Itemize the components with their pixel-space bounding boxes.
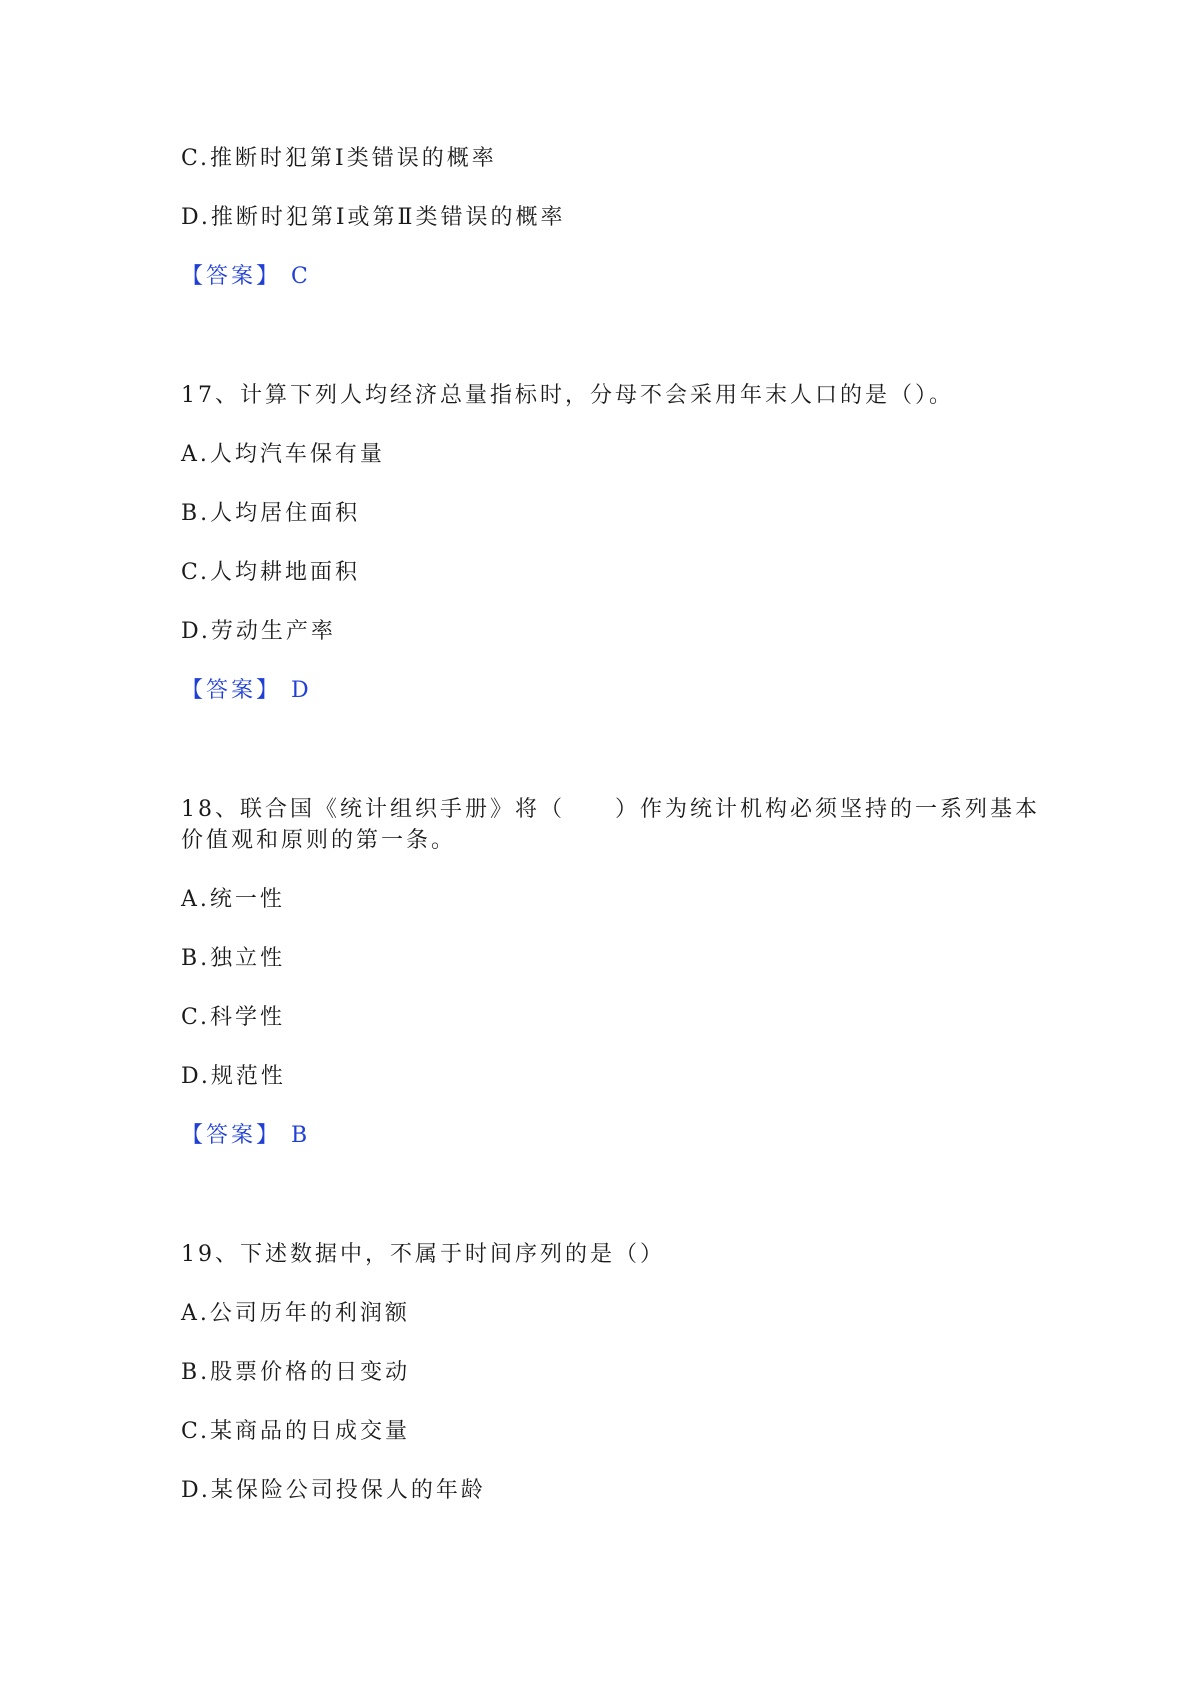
q19-option-b: B.股票价格的日变动	[181, 1360, 411, 1385]
answer-value: C	[291, 264, 311, 289]
q18-question-line2: 价值观和原则的第一条。	[181, 828, 457, 853]
q18-question-line1: 18、联合国《统计组织手册》将（ ）作为统计机构必须坚持的一系列基本	[181, 797, 1040, 822]
q19-option-a: A.公司历年的利润额	[181, 1301, 410, 1326]
q19-option-d: D.某保险公司投保人的年龄	[181, 1478, 486, 1503]
q17-answer	[181, 676, 312, 706]
q19-option-c: C.某商品的日成交量	[181, 1419, 411, 1444]
q17-question: 17、计算下列人均经济总量指标时，分母不会采用年末人口的是（）。	[181, 383, 954, 408]
answer-value: D	[291, 678, 312, 703]
q18-answer	[181, 1121, 310, 1151]
q17-option-a: A.人均汽车保有量	[181, 442, 385, 467]
answer-label: 【答案】	[181, 1123, 282, 1148]
answer-label: 【答案】	[181, 264, 282, 289]
q18-option-c: C.科学性	[181, 1005, 286, 1030]
q17-option-c: C.人均耕地面积	[181, 560, 361, 585]
q19-question: 19、下述数据中，不属于时间序列的是（）	[181, 1242, 665, 1267]
answer-label: 【答案】	[181, 678, 282, 703]
q18-option-a: A.统一性	[181, 887, 285, 912]
q16-option-c: C.推断时犯第Ⅰ类错误的概率	[181, 146, 497, 171]
q17-option-b: B.人均居住面积	[181, 501, 361, 526]
q18-option-b: B.独立性	[181, 946, 286, 971]
q18-option-d: D.规范性	[181, 1064, 286, 1089]
q16-option-d: D.推断时犯第Ⅰ或第Ⅱ类错误的概率	[181, 205, 566, 230]
answer-value: B	[291, 1123, 311, 1148]
q16-answer	[181, 262, 311, 292]
q17-option-d: D.劳动生产率	[181, 619, 336, 644]
